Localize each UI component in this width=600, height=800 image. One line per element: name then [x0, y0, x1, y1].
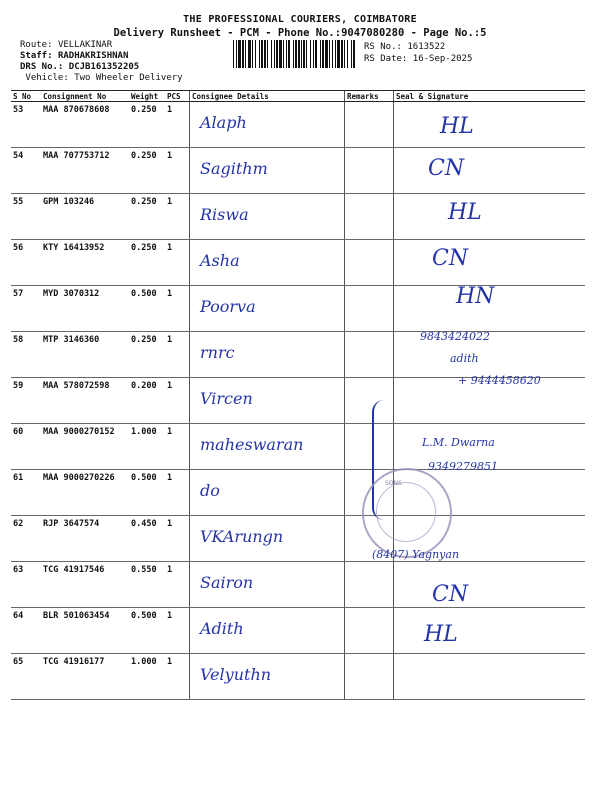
barcode-bar: [351, 40, 352, 68]
cell-pcs: 1: [165, 470, 190, 516]
cell-sno: 56: [11, 240, 41, 286]
cell-consignment: MAA 9000270226: [41, 470, 129, 516]
col-consignment: Consignment No: [41, 91, 129, 102]
col-pcs: PCS: [165, 91, 190, 102]
staff-label: Staff:: [20, 51, 53, 61]
cell-remarks: [345, 654, 394, 700]
cell-weight: 0.500: [129, 608, 165, 654]
cell-sno: 61: [11, 470, 41, 516]
barcode-bar: [298, 40, 300, 68]
signature-57: HN: [456, 284, 495, 309]
barcode-bar: [310, 40, 311, 68]
cell-pcs: 1: [165, 148, 190, 194]
cell-remarks: [345, 562, 394, 608]
signature-65: HL: [424, 622, 458, 647]
rs-date-label: RS Date:: [364, 54, 408, 64]
phone-61: 9349279851: [428, 460, 498, 473]
cell-pcs: 1: [165, 424, 190, 470]
barcode-bar: [279, 40, 282, 68]
cell-weight: 0.250: [129, 240, 165, 286]
barcode-bar: [255, 40, 256, 68]
cell-weight: 0.450: [129, 516, 165, 562]
cell-remarks: [345, 148, 394, 194]
barcode-bar: [315, 40, 317, 68]
cell-consignee: [190, 148, 345, 194]
barcode: [232, 40, 356, 68]
vehicle-label: Vehicle:: [25, 73, 69, 83]
cell-signature: [394, 102, 586, 148]
consignee-handwriting: do: [200, 481, 220, 500]
staff-line: [20, 51, 128, 62]
barcode-bar: [335, 40, 336, 68]
cell-signature: [394, 562, 586, 608]
cell-pcs: 1: [165, 608, 190, 654]
table-row: [11, 148, 585, 194]
table-row: [11, 240, 585, 286]
barcode-bar: [325, 40, 328, 68]
cell-consignee: [190, 332, 345, 378]
cell-consignee: [190, 102, 345, 148]
table-row: [11, 470, 585, 516]
cell-sno: 59: [11, 378, 41, 424]
barcode-bar: [313, 40, 314, 68]
phone-59: + 9444458620: [458, 374, 541, 387]
table-row: [11, 654, 585, 700]
barcode-bar: [329, 40, 330, 68]
cell-weight: 0.500: [129, 286, 165, 332]
barcode-bar: [233, 40, 234, 68]
cell-consignee: [190, 286, 345, 332]
col-sno: S No: [11, 91, 41, 102]
rs-date-value: 16-Sep-2025: [412, 54, 473, 64]
cell-consignment: MAA 707753712: [41, 148, 129, 194]
barcode-bar: [267, 40, 268, 68]
cell-consignee: [190, 424, 345, 470]
barcode-bar: [353, 40, 355, 68]
cell-sno: 57: [11, 286, 41, 332]
cell-pcs: 1: [165, 286, 190, 332]
signature-56: CN: [432, 246, 469, 271]
barcode-bar: [245, 40, 246, 68]
cell-consignee: [190, 654, 345, 700]
cell-sno: 62: [11, 516, 41, 562]
signature-53: HL: [440, 114, 474, 139]
vehicle-line: [20, 73, 183, 84]
table-row: [11, 286, 585, 332]
table-row: [11, 608, 585, 654]
barcode-bar: [238, 40, 241, 68]
route-line: [20, 40, 112, 51]
consignee-handwriting: Riswa: [200, 205, 249, 224]
vehicle-value: Two Wheeler Delivery: [74, 73, 183, 83]
table-row: [11, 102, 585, 148]
cell-weight: 0.250: [129, 332, 165, 378]
barcode-bar: [236, 40, 237, 68]
barcode-bar: [301, 40, 302, 68]
cell-consignee: [190, 470, 345, 516]
barcode-bar: [344, 40, 345, 68]
barcode-bar: [332, 40, 333, 68]
cell-remarks: [345, 608, 394, 654]
drs-label: DRS No.:: [20, 62, 64, 72]
cell-consignment: RJP 3647574: [41, 516, 129, 562]
cell-consignee: [190, 516, 345, 562]
barcode-bar: [341, 40, 343, 68]
consignee-handwriting: Sairon: [200, 573, 254, 592]
rs-no-value: 1613522: [407, 42, 446, 52]
col-signature: Seal & Signature: [394, 91, 586, 102]
table-row: [11, 516, 585, 562]
seal-stamp: [362, 468, 452, 558]
consignee-handwriting: Asha: [200, 251, 240, 270]
cell-weight: 0.500: [129, 470, 165, 516]
consignee-handwriting: Velyuthn: [200, 665, 272, 684]
cell-weight: 0.200: [129, 378, 165, 424]
cell-sno: 58: [11, 332, 41, 378]
cell-consignment: KTY 16413952: [41, 240, 129, 286]
drs-value: DCJB161352205: [68, 62, 140, 72]
table-row: [11, 332, 585, 378]
cell-consignment: BLR 501063454: [41, 608, 129, 654]
cell-remarks: [345, 194, 394, 240]
cell-signature: [394, 608, 586, 654]
cell-consignment: MAA 870678608: [41, 102, 129, 148]
cell-sno: 64: [11, 608, 41, 654]
table-header-row: [11, 91, 585, 102]
consignee-handwriting: Vircen: [200, 389, 253, 408]
consignee-handwriting: Adith: [200, 619, 244, 638]
cell-sno: 53: [11, 102, 41, 148]
barcode-bar: [252, 40, 253, 68]
barcode-bar: [293, 40, 294, 68]
cell-signature: [394, 148, 586, 194]
cell-signature: [394, 194, 586, 240]
consignee-handwriting: maheswaran: [200, 435, 304, 454]
cell-weight: 0.250: [129, 102, 165, 148]
cell-remarks: [345, 286, 394, 332]
cell-pcs: 1: [165, 240, 190, 286]
barcode-bar: [337, 40, 340, 68]
cell-pcs: 1: [165, 332, 190, 378]
rs-date-line: [364, 54, 472, 64]
barcode-bar: [303, 40, 305, 68]
staff-value: RADHAKRISHNAN: [57, 51, 129, 61]
cell-weight: 0.550: [129, 562, 165, 608]
col-remarks: Remarks: [345, 91, 394, 102]
barcode-bar: [320, 40, 321, 68]
barcode-bar: [274, 40, 275, 68]
rs-no-label: RS No.:: [364, 42, 402, 52]
signature-54: CN: [428, 156, 465, 181]
barcode-bar: [288, 40, 290, 68]
barcode-bar: [242, 40, 244, 68]
barcode-bar: [295, 40, 297, 68]
cell-weight: 1.000: [129, 654, 165, 700]
cell-sno: 55: [11, 194, 41, 240]
cell-consignee: [190, 378, 345, 424]
col-weight: Weight: [129, 91, 165, 102]
cell-consignment: TCG 41916177: [41, 654, 129, 700]
rs-no-line: [364, 42, 445, 52]
cell-signature: [394, 654, 586, 700]
barcode-bar: [259, 40, 260, 68]
cell-remarks: [345, 240, 394, 286]
cell-consignment: GPM 103246: [41, 194, 129, 240]
barcode-bar: [347, 40, 348, 68]
barcode-bar: [276, 40, 278, 68]
barcode-bar: [271, 40, 272, 68]
company-title: THE PROFESSIONAL COURIERS, COIMBATORE: [183, 14, 417, 25]
cell-weight: 0.250: [129, 194, 165, 240]
consignee-handwriting: VKArungn: [200, 527, 284, 546]
cell-consignee: [190, 608, 345, 654]
cell-consignee: [190, 562, 345, 608]
barcode-bar: [306, 40, 307, 68]
cell-pcs: 1: [165, 654, 190, 700]
cell-pcs: 1: [165, 194, 190, 240]
signature-55: HL: [448, 200, 482, 225]
signature-64: CN: [432, 582, 469, 607]
cell-remarks: [345, 102, 394, 148]
barcode-bar: [322, 40, 324, 68]
stamp-text: SONS: [385, 480, 402, 487]
barcode-bar: [248, 40, 251, 68]
barcode-bar: [264, 40, 266, 68]
cell-signature: [394, 240, 586, 286]
consignee-handwriting: Alaph: [200, 113, 247, 132]
name-adith: adith: [450, 352, 479, 365]
consignee-handwriting: Sagithm: [200, 159, 268, 178]
name-yagnyan: (8407) Yagnyan: [372, 548, 460, 561]
cell-remarks: [345, 332, 394, 378]
table-row: [11, 424, 585, 470]
cell-sno: 60: [11, 424, 41, 470]
cell-consignment: MAA 9000270152: [41, 424, 129, 470]
barcode-bar: [286, 40, 287, 68]
consignee-handwriting: Poorva: [200, 297, 256, 316]
cell-sno: 63: [11, 562, 41, 608]
cell-pcs: 1: [165, 102, 190, 148]
table-row: [11, 194, 585, 240]
cell-consignment: MAA 578072598: [41, 378, 129, 424]
col-consignee: Consignee Details: [190, 91, 345, 102]
cell-pcs: 1: [165, 562, 190, 608]
consignee-handwriting: rnrc: [200, 343, 235, 362]
cell-sno: 54: [11, 148, 41, 194]
table-row: [11, 562, 585, 608]
cell-pcs: 1: [165, 378, 190, 424]
cell-pcs: 1: [165, 516, 190, 562]
name-dwarna: L.M. Dwarna: [422, 436, 495, 449]
cell-weight: 1.000: [129, 424, 165, 470]
cell-consignment: MYD 3070312: [41, 286, 129, 332]
barcode-bar: [283, 40, 284, 68]
cell-consignee: [190, 240, 345, 286]
cell-sno: 65: [11, 654, 41, 700]
route-value: VELLAKINAR: [57, 40, 113, 50]
runsheet-table: [11, 90, 585, 700]
phone-58: 9843424022: [420, 330, 490, 343]
cell-weight: 0.250: [129, 148, 165, 194]
cell-consignment: MTP 3146360: [41, 332, 129, 378]
route-label: Route:: [20, 40, 53, 50]
cell-consignee: [190, 194, 345, 240]
runsheet-subtitle: Delivery Runsheet - PCM - Phone No.:9047080280 - Page No.:5: [113, 27, 487, 39]
cell-consignment: TCG 41917546: [41, 562, 129, 608]
drs-line: [20, 62, 139, 73]
barcode-bar: [261, 40, 263, 68]
